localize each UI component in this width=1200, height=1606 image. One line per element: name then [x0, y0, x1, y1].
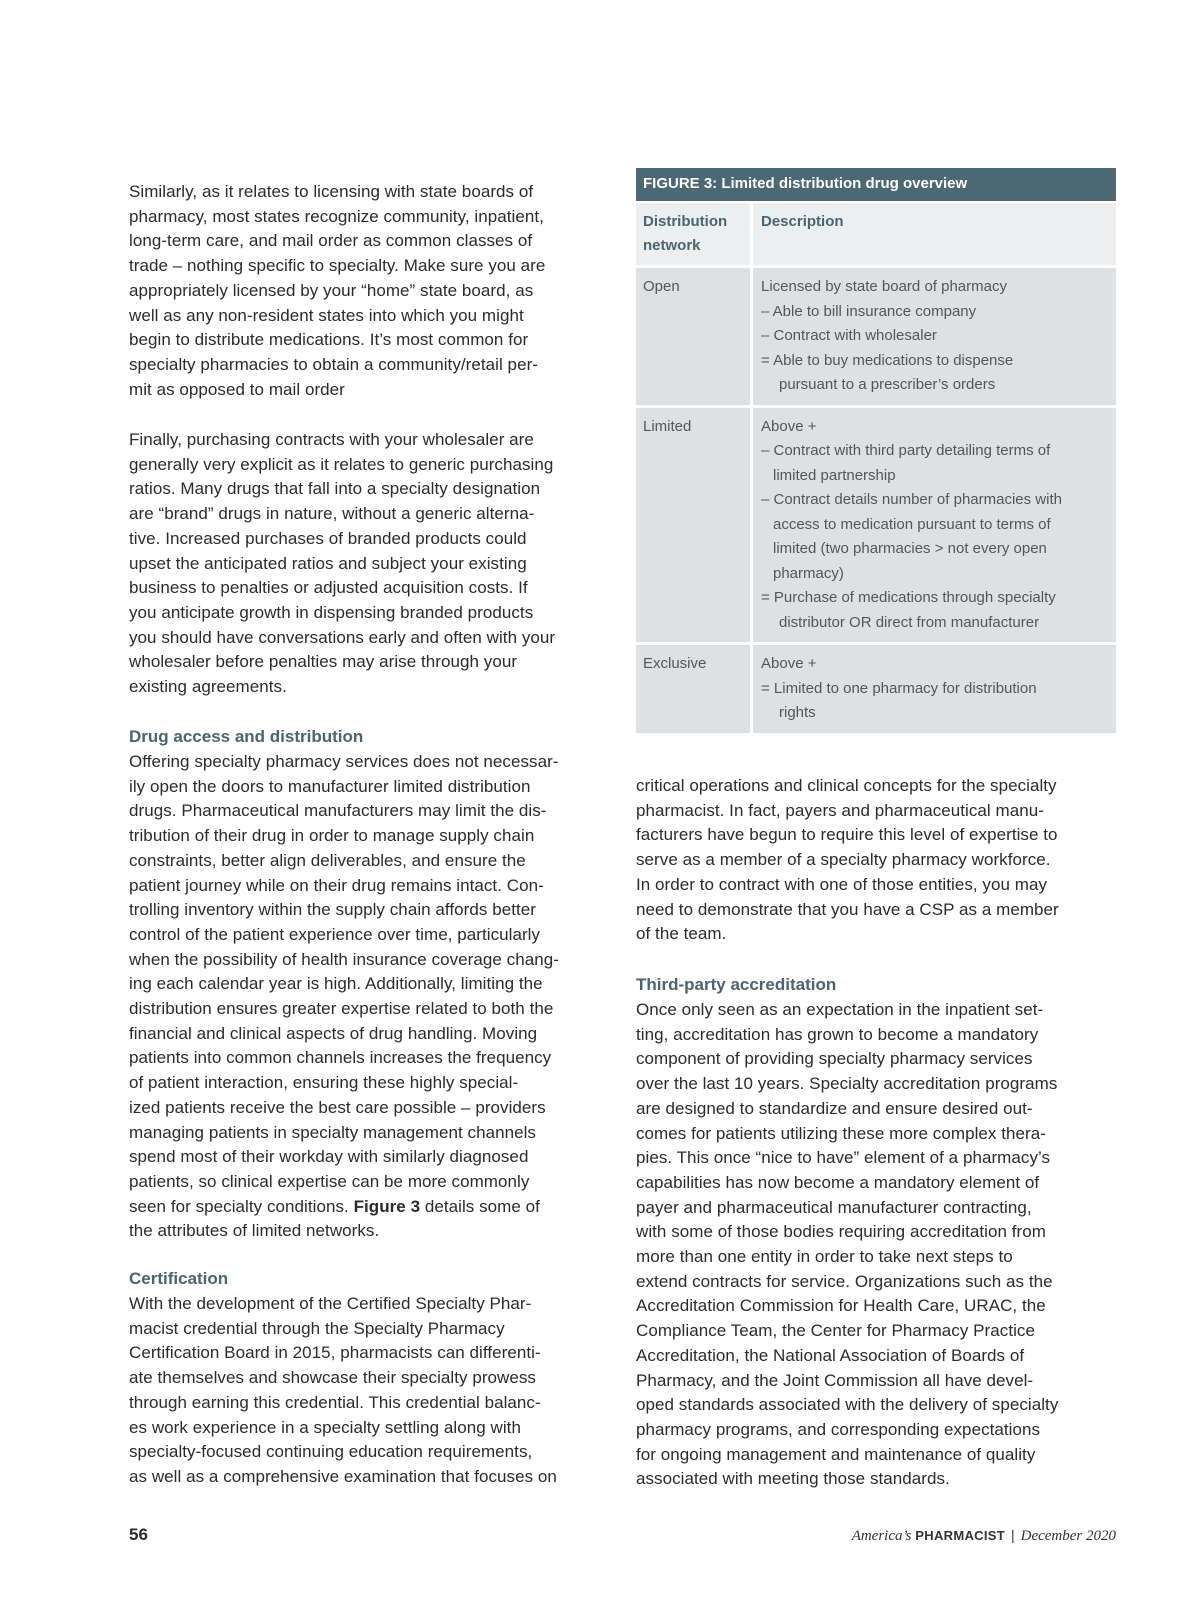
text-line: distribution ensures greater expertise related to both the	[129, 999, 554, 1019]
text-line: ily open the doors to manufacturer limited distribution	[129, 776, 531, 796]
description-line: distributor OR direct from manufacturer	[779, 613, 1040, 631]
text-line: upset the anticipated ratios and subject your existing	[129, 553, 527, 573]
text-line: tribution of their drug in order to manage supply chain	[129, 826, 535, 846]
text-line: business to penalties or adjusted acquisition costs. If	[129, 578, 528, 598]
heading-certification: Certification	[129, 1269, 229, 1288]
description-cell	[750, 408, 1116, 643]
text-line: critical operations and clinical concepts for the specialty	[636, 776, 1057, 795]
distribution-network-cell	[636, 268, 750, 405]
description-line: – Able to bill insurance company	[761, 302, 977, 320]
description-line: Above +	[761, 417, 817, 435]
text-line: managing patients in specialty management channels	[129, 1122, 536, 1142]
paragraph-drug-access-lines	[129, 752, 559, 1191]
text-line: trolling inventory within the supply chain affords better	[129, 900, 536, 920]
text-line: Accreditation Commission for Health Care, URAC, the	[636, 1296, 1046, 1316]
description-line: pursuant to a prescriber’s orders	[779, 376, 996, 393]
text-line: Finally, purchasing contracts with your wholesaler are	[129, 430, 534, 449]
text-line: constraints, better align deliverables, and ensure the	[129, 850, 526, 870]
text-line: mit as opposed to mail order	[129, 379, 345, 399]
description-line: rights	[779, 704, 816, 721]
text-line: component of providing specialty pharmacy services	[636, 1049, 1033, 1069]
header-distribution-network	[636, 203, 750, 265]
text-line: through earning this credential. This credential balanc-	[129, 1392, 541, 1412]
footer-publication	[852, 1527, 1116, 1545]
text-line: specialty-focused continuing education requirements,	[129, 1442, 533, 1462]
drug-access-text-final: the attributes of limited networks.	[129, 1221, 380, 1241]
paragraph-csp-continued	[636, 774, 1126, 947]
text-line: pharmacy programs, and corresponding expectations	[636, 1419, 1041, 1439]
description-line: access to medication pursuant to terms of	[773, 515, 1051, 533]
text-line: patient journey while on their drug remains intact. Con-	[129, 875, 544, 895]
header-description-label: Description	[761, 213, 844, 230]
text-line: well as any non-resident states into which you might	[129, 305, 524, 325]
text-line: of the team.	[636, 924, 727, 944]
text-line: serve as a member of a specialty pharmacy workforce.	[636, 850, 1051, 870]
description-line: – Contract with wholesaler	[761, 327, 937, 344]
header-distribution-network-line-2: network	[643, 237, 701, 254]
text-line: Similarly, as it relates to licensing with state boards of	[129, 182, 534, 201]
publication-prefix: America’s	[851, 1528, 912, 1544]
paragraph-accreditation	[636, 998, 1126, 1492]
text-line: need to demonstrate that you have a CSP as a member	[636, 899, 1059, 919]
description-line: pharmacy)	[773, 564, 844, 582]
text-line: appropriately licensed by your “home” state board, as	[129, 280, 534, 300]
text-line: when the possibility of health insurance coverage chang-	[129, 949, 559, 969]
text-line: Accreditation, the National Association of Boards of	[636, 1345, 1025, 1365]
description-cell	[750, 268, 1116, 405]
text-line: facturers have begun to require this level of expertise to	[636, 825, 1058, 845]
text-line: capabilities has now become a mandatory element of	[636, 1172, 1040, 1192]
figure-3-reference: Figure 3	[353, 1196, 421, 1216]
paragraph-drug-access	[129, 750, 619, 1244]
drug-access-text-post: details some of	[420, 1196, 540, 1216]
text-line: Pharmacy, and the Joint Commission all have devel-	[636, 1370, 1034, 1390]
text-line: payer and pharmaceutical manufacturer contracting,	[636, 1197, 1032, 1217]
text-line: extend contracts for service. Organizations such as the	[636, 1271, 1053, 1291]
distribution-network-cell	[636, 408, 750, 643]
text-line: pharmacist. In fact, payers and pharmaceutical manu-	[636, 800, 1044, 820]
text-line: Once only seen as an expectation in the inpatient set-	[636, 1000, 1044, 1019]
text-line: you anticipate growth in dispensing branded products	[129, 602, 534, 622]
paragraph-certification	[129, 1292, 619, 1490]
heading-third-party-accreditation: Third-party accreditation	[636, 975, 837, 994]
network-label: Exclusive	[643, 655, 707, 672]
text-line: associated with meeting those standards.	[636, 1469, 950, 1489]
text-line: pies. This once “nice to have” element of a pharmacy’s	[636, 1148, 1051, 1168]
text-line: ate themselves and showcase their specialty prowess	[129, 1368, 536, 1388]
figure-header-row	[636, 201, 1116, 265]
text-line: as well as a comprehensive examination that focuses on	[129, 1466, 557, 1486]
text-line: more than one entity in order to take next steps to	[636, 1247, 1013, 1267]
text-line: Certification Board in 2015, pharmacists can differenti-	[129, 1343, 541, 1363]
description-line: = Able to buy medications to dispense	[761, 351, 1014, 369]
description-line: limited (two pharmacies > not every open	[773, 540, 1047, 557]
text-line: trade – nothing specific to specialty. Make sure you are	[129, 256, 546, 276]
text-line: existing agreements.	[129, 677, 287, 697]
text-line: macist credential through the Specialty Pharmacy	[129, 1318, 505, 1338]
description-line: Above +	[761, 655, 817, 672]
text-line: tive. Increased purchases of branded products could	[129, 528, 527, 548]
text-line: generally very explicit as it relates to generic purchasing	[129, 454, 554, 474]
text-line: over the last 10 years. Specialty accreditation programs	[636, 1074, 1058, 1094]
text-line: ratios. Many drugs that fall into a specialty designation	[129, 479, 541, 499]
text-line: financial and clinical aspects of drug handling. Moving	[129, 1023, 538, 1043]
paragraph-licensing	[129, 180, 619, 402]
description-line: = Purchase of medications through specialty	[761, 589, 1056, 606]
network-label: Limited	[643, 417, 692, 435]
text-line: drugs. Pharmaceutical manufacturers may limit the dis-	[129, 801, 547, 821]
description-line: limited partnership	[773, 466, 896, 484]
page-number: 56	[129, 1525, 148, 1544]
text-line: specialty pharmacies to obtain a community/retail per-	[129, 354, 538, 374]
text-line: spend most of their workday with similarly diagnosed	[129, 1147, 529, 1167]
text-line: ting, accreditation has grown to become a mandatory	[636, 1024, 1039, 1044]
text-line: patients, so clinical expertise can be more commonly	[129, 1171, 530, 1191]
issue-date: December 2020	[1020, 1528, 1116, 1544]
figure-title: FIGURE 3: Limited distribution drug overview	[636, 168, 1116, 201]
figure-3-table	[636, 168, 1116, 733]
text-line: With the development of the Certified Specialty Phar-	[129, 1294, 532, 1313]
text-line: wholesaler before penalties may arise through your	[129, 652, 518, 672]
text-line: begin to distribute medications. It’s most common for	[129, 330, 529, 350]
text-line: you should have conversations early and often with your	[129, 627, 556, 647]
text-line: patients into common channels increases the frequency	[129, 1048, 552, 1068]
header-distribution-network-line-1: Distribution	[643, 213, 728, 230]
footer-separator: |	[1010, 1527, 1015, 1543]
figure-row-exclusive	[636, 642, 1116, 733]
paragraph-purchasing-contracts	[129, 428, 619, 700]
figure-row-limited	[636, 405, 1116, 643]
description-line: = Limited to one pharmacy for distribution	[761, 679, 1037, 697]
text-line: oped standards associated with the delivery of specialty	[636, 1395, 1059, 1415]
distribution-network-cell	[636, 645, 750, 733]
text-line: comes for patients utilizing these more complex thera-	[636, 1123, 1046, 1143]
text-line: es work experience in a specialty settling along with	[129, 1417, 521, 1437]
text-line: Offering specialty pharmacy services does not necessar-	[129, 752, 559, 771]
figure-body	[636, 265, 1116, 733]
text-line: are “brand” drugs in nature, without a generic alterna-	[129, 504, 535, 524]
text-line: In order to contract with one of those entities, you may	[636, 874, 1048, 894]
text-line: for ongoing management and maintenance of quality	[636, 1444, 1036, 1464]
text-line: Compliance Team, the Center for Pharmacy Practice	[636, 1321, 1035, 1341]
description-line: – Contract details number of pharmacies with	[761, 491, 1062, 508]
text-line: ized patients receive the best care possible – providers	[129, 1097, 546, 1117]
text-line: pharmacy, most states recognize community, inpatient,	[129, 206, 544, 226]
network-label: Open	[643, 278, 680, 295]
publication-name: PHARMACIST	[915, 1528, 1005, 1543]
heading-drug-access: Drug access and distribution	[129, 727, 364, 746]
text-line: long-term care, and mail order as common classes of	[129, 231, 533, 251]
text-line: with some of those bodies requiring accreditation from	[636, 1222, 1046, 1242]
drug-access-text-pre: seen for specialty conditions.	[129, 1196, 354, 1216]
text-line: ing each calendar year is high. Additionally, limiting the	[129, 974, 543, 994]
description-line: Licensed by state board of pharmacy	[761, 278, 1007, 295]
text-line: are designed to standardize and ensure desired out-	[636, 1098, 1033, 1118]
description-cell	[750, 645, 1116, 733]
description-line: – Contract with third party detailing terms of	[761, 442, 1051, 459]
text-line: control of the patient experience over time, particularly	[129, 924, 541, 944]
header-description	[750, 203, 1116, 265]
text-line: of patient interaction, ensuring these highly special-	[129, 1073, 519, 1093]
figure-row-open	[636, 265, 1116, 405]
